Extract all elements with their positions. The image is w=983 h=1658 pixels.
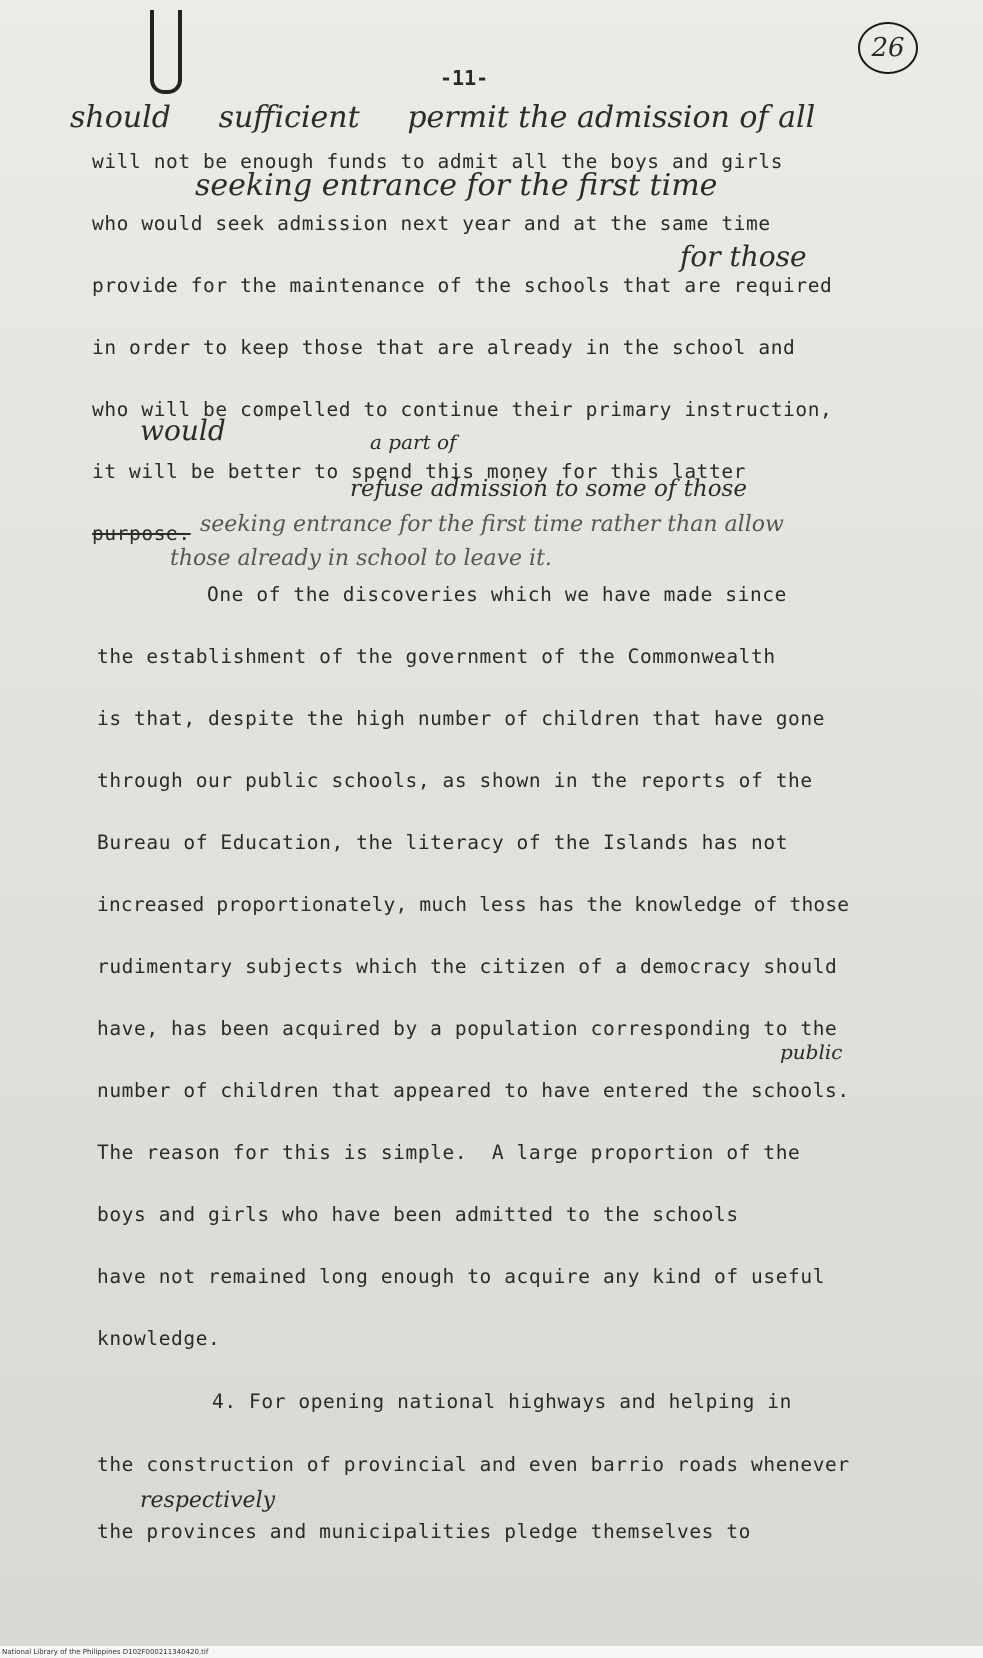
handwritten-annotation-public: public (780, 1040, 843, 1064)
page-number: -11- (440, 66, 489, 90)
paragraph-3-line-1: 4. For opening national highways and helping in (212, 1390, 792, 1413)
handwritten-annotation-line-5: would (140, 414, 226, 447)
paragraph-2-line-4: through our public schools, as shown in the reports of the (97, 769, 813, 792)
body-line-6: it will be better to spend this money for this latter (92, 460, 747, 483)
body-line-1: will not be enough funds to admit all the boys and girls (92, 150, 784, 173)
handwritten-margin-note-2: those already in school to leave it. (170, 546, 552, 571)
body-line-7: purpose. (92, 522, 191, 545)
handwritten-annotation-line-1: should sufficient permit the admission of all (70, 100, 816, 135)
paragraph-2-line-8: have, has been acquired by a population corresponding to the (97, 1017, 838, 1040)
paragraph-2-line-10: The reason for this is simple. A large proportion of the (97, 1141, 801, 1164)
paragraph-2-line-11: boys and girls who have been admitted to the schools (97, 1203, 739, 1226)
body-line-2: who would seek admission next year and at the same time (92, 212, 771, 235)
handwritten-annotation-line-6a: a part of (370, 430, 457, 454)
paragraph-2-line-13: knowledge. (97, 1327, 221, 1350)
paragraph-2-line-12: have not remained long enough to acquire any kind of useful (97, 1265, 826, 1288)
paragraph-2-line-6: increased proportionately, much less has the knowledge of those (97, 893, 850, 916)
handwritten-annotation-line-6b: refuse admission to some of those (350, 476, 747, 502)
paragraph-3-line-3: the provinces and municipalities pledge themselves to (97, 1520, 752, 1543)
handwritten-annotation-line-2: seeking entrance for the first time (195, 168, 718, 203)
paragraph-2-line-9: number of children that appeared to have entered the schools. (97, 1079, 850, 1102)
handwritten-annotation-respectively: respectively (140, 1488, 276, 1513)
paragraph-2-line-7: rudimentary subjects which the citizen of a democracy should (97, 955, 838, 978)
handwritten-check-mark (150, 10, 182, 94)
paragraph-3-line-2: the construction of provincial and even barrio roads whenever (97, 1453, 850, 1476)
scan-footer: National Library of the Philippines D102F000211340420.tif (0, 1646, 983, 1658)
circled-folio-number: 26 (858, 22, 918, 74)
paragraph-2-line-3: is that, despite the high number of children that have gone (97, 707, 826, 730)
paragraph-2-line-1: One of the discoveries which we have made since (207, 583, 787, 606)
body-line-5: who will be compelled to continue their primary instruction, (92, 398, 833, 421)
paragraph-2-line-2: the establishment of the government of the Commonwealth (97, 645, 776, 668)
body-line-4: in order to keep those that are already in the school and (92, 336, 796, 359)
body-line-3: provide for the maintenance of the schools that are required (92, 274, 833, 297)
handwritten-annotation-line-3: for those (680, 240, 807, 273)
handwritten-margin-note-1: seeking entrance for the first time rather than allow (200, 512, 784, 537)
paragraph-2-line-5: Bureau of Education, the literacy of the Islands has not (97, 831, 789, 854)
